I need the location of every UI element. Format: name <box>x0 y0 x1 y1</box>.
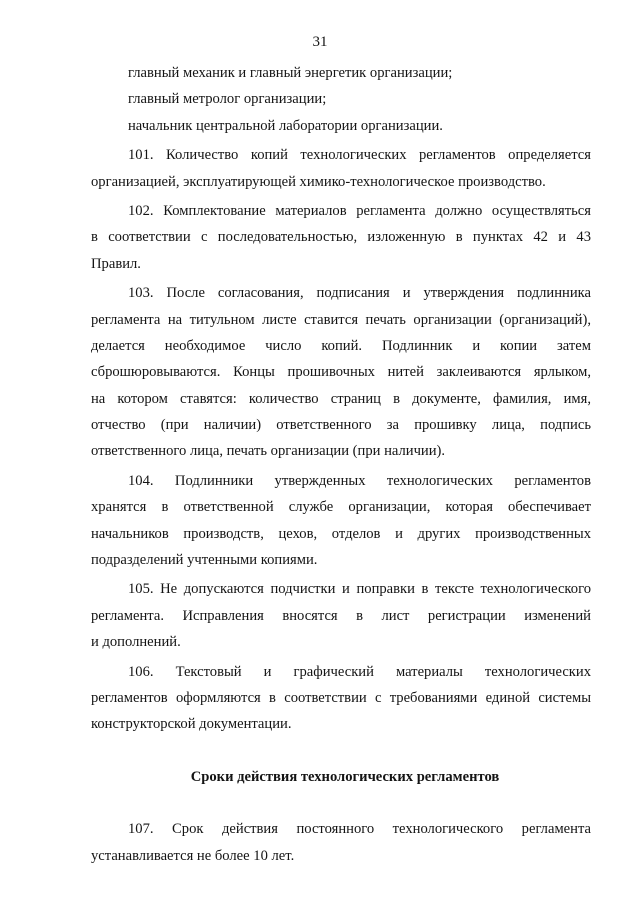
paragraph-line: организацией, эксплуатирующей химико-технологическое производство. <box>91 173 546 190</box>
paragraph-line: ответственного лица, печать организации (при наличии). <box>91 443 446 460</box>
paragraph-line: 105. Не допускаются подчистки и поправки в тексте технологического <box>128 581 591 598</box>
paragraph-line: устанавливается не более 10 лет. <box>91 847 295 864</box>
paragraph-line: сброшюровываются. Концы прошивочных нитей заклеиваются ярлыком, <box>91 364 591 381</box>
paragraph-101 <box>91 142 591 195</box>
paragraph-line: 106. Текстовый и графический материалы технологических <box>128 663 591 680</box>
section-heading: Сроки действия технологических регламентов <box>190 768 500 785</box>
paragraph-103 <box>91 280 591 465</box>
paragraph-line: Правил. <box>91 255 141 272</box>
paragraph-line: конструкторской документации. <box>91 716 292 733</box>
paragraph-line: 107. Срок действия постоянного технологического регламента <box>128 821 591 838</box>
page-body <box>91 60 591 869</box>
paragraph-line: в соответствии с последовательностью, изложенную в пунктах 42 и 43 <box>91 229 591 246</box>
paragraph-line: 104. Подлинники утвержденных технологических регламентов <box>128 472 591 489</box>
list-item: главный механик и главный энергетик организации; <box>128 65 453 81</box>
paragraph-line: регламента на титульном листе ставится печать организации (организаций), <box>91 311 591 328</box>
paragraph-line: регламента. Исправления вносятся в лист регистрации изменений <box>91 607 591 624</box>
paragraph-106 <box>91 659 591 738</box>
paragraph-107 <box>91 816 591 869</box>
paragraph-line: делается необходимое число копий. Подлинник и копии затем <box>91 337 591 354</box>
paragraph-line: регламентов оформляются в соответствии с требованиями единой системы <box>91 689 591 706</box>
paragraph-line: начальников производств, цехов, отделов и других производственных <box>91 525 591 542</box>
paragraph-105 <box>91 576 591 655</box>
paragraph-line: на котором ставятся: количество страниц в документе, фамилия, имя, <box>91 390 591 407</box>
list-item: главный метролог организации; <box>128 91 327 108</box>
paragraph-line: хранятся в ответственной службе организации, которая обеспечивает <box>91 499 591 516</box>
paragraph-line: и дополнений. <box>91 634 181 651</box>
paragraph-line: подразделений учтенными копиями. <box>91 552 318 569</box>
paragraph-line: отчество (при наличии) ответственного за прошивку лица, подпись <box>91 417 591 434</box>
paragraph-line: 103. После согласования, подписания и утверждения подлинника <box>128 285 591 302</box>
paragraph-104 <box>91 468 591 574</box>
paragraph-102 <box>91 198 591 277</box>
page-number: 31 <box>312 34 328 50</box>
paragraph-line: 101. Количество копий технологических регламентов определяется <box>128 147 591 164</box>
paragraph-line: 102. Комплектование материалов регламента должно осуществляться <box>128 202 591 219</box>
list-item: начальник центральной лаборатории организации. <box>128 117 443 134</box>
